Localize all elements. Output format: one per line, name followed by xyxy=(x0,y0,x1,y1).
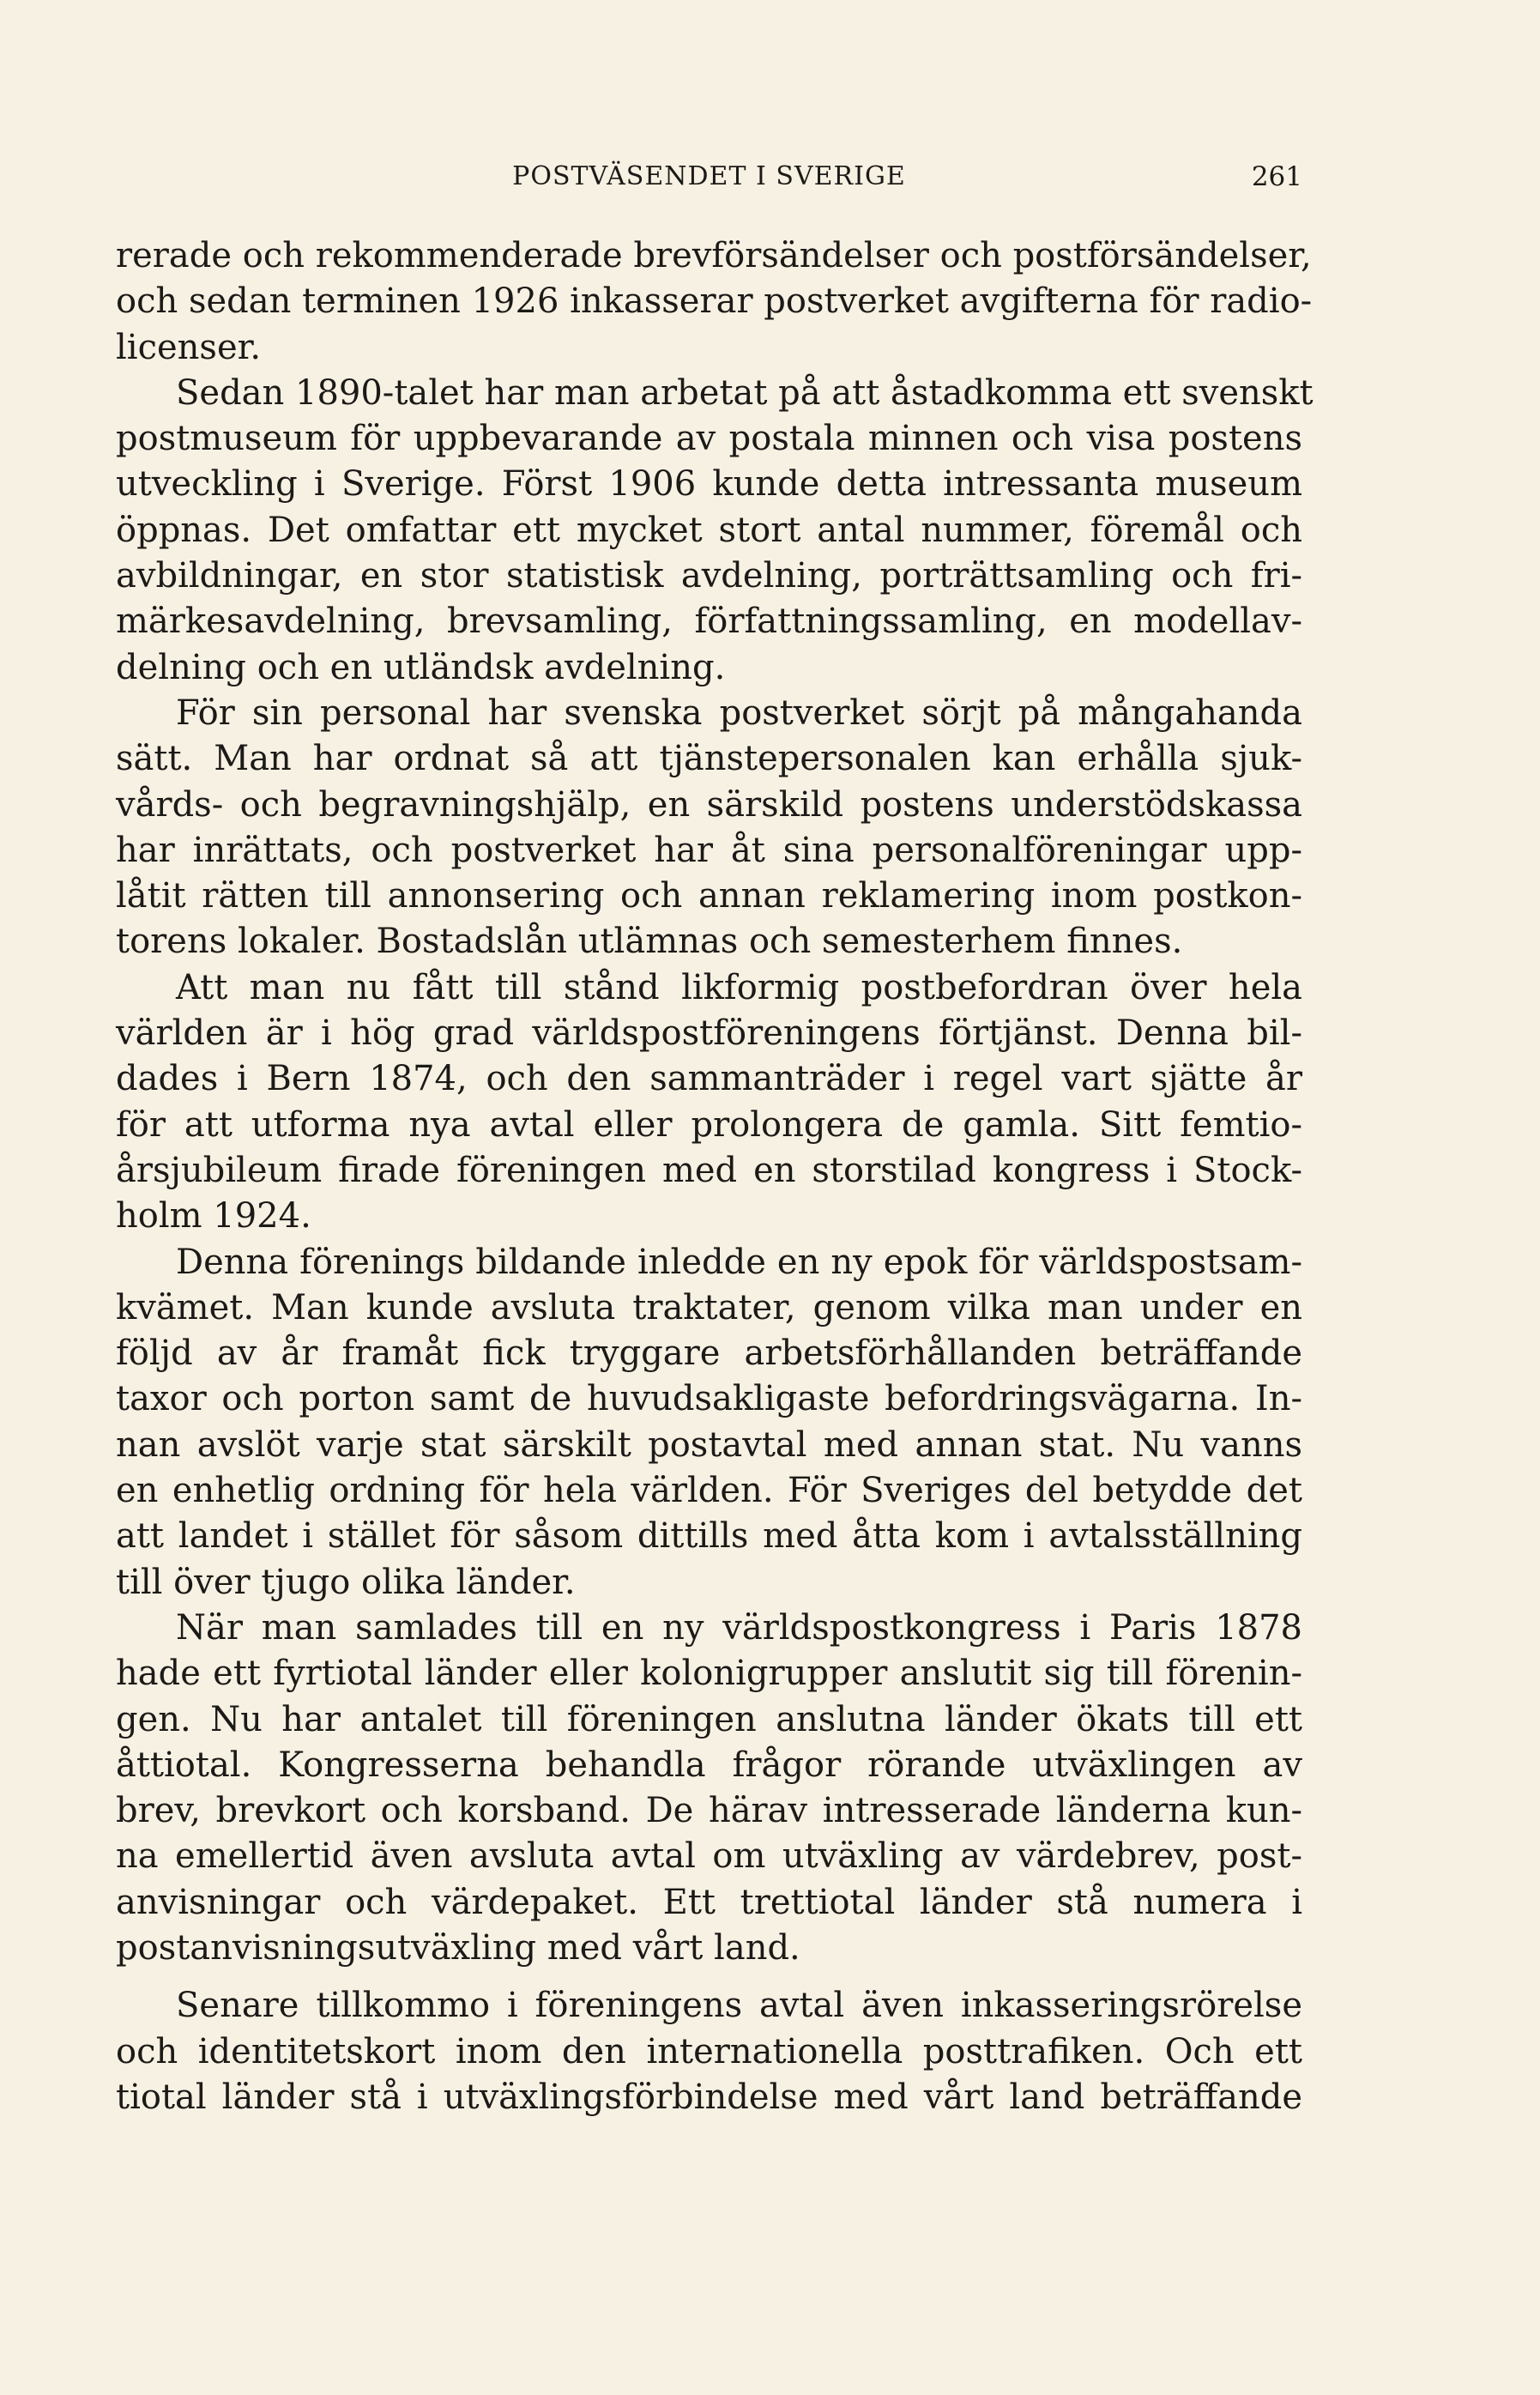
text-line: delning och en utländsk avdelning. xyxy=(116,647,726,687)
running-title: POSTVÄSENDET I SVERIGE xyxy=(512,161,906,191)
text-line: en enhetlig ordning för hela världen. För Sveriges del betydde det xyxy=(116,1471,1302,1511)
text-line: och sedan terminen 1926 inkasserar postverket avgifterna för radio- xyxy=(116,281,1313,322)
text-line: anvisningar och värdepaket. Ett trettiotal länder stå numera i xyxy=(116,1882,1302,1922)
text-line: Denna förenings bildande inledde en ny epok för världspostsam- xyxy=(176,1242,1302,1282)
text-line: avbildningar, en stor statistisk avdelning, porträttsamling och fri- xyxy=(116,556,1302,596)
text-line: sätt. Man har ordnat så att tjänstepersonalen kan erhålla sjuk- xyxy=(116,739,1302,779)
text-line: brev, brevkort och korsband. De härav intresserade länderna kun- xyxy=(116,1791,1302,1831)
text-line: världen är i hög grad världspostföreningens förtjänst. Denna bil- xyxy=(116,1013,1302,1054)
text-line: åttiotal. Kongresserna behandla frågor rörande utväxlingen av xyxy=(116,1745,1302,1785)
text-line: När man samlades till en ny världspostkongress i Paris 1878 xyxy=(176,1607,1302,1648)
text-line: märkesavdelning, brevsamling, författningssamling, en modellav- xyxy=(116,602,1302,642)
text-line: hade ett fyrtiotal länder eller kolonigrupper anslutit sig till förenin- xyxy=(116,1654,1302,1694)
text-line: för att utforma nya avtal eller prolongera de gamla. Sitt femtio- xyxy=(116,1104,1302,1145)
paragraph-gap xyxy=(116,1971,1302,1983)
text-line: vårds- och begravningshjälp, en särskild postens understödskassa xyxy=(116,784,1302,825)
body-text xyxy=(116,233,1314,2120)
text-line: följd av år framåt fick tryggare arbetsförhållanden beträffande xyxy=(116,1334,1302,1374)
text-line: tiotal länder stå i utväxlingsförbindelse med vårt land beträffande xyxy=(116,2077,1302,2117)
text-line: årsjubileum firade föreningen med en storstilad kongress i Stock- xyxy=(116,1150,1302,1190)
page-number: 261 xyxy=(1251,161,1302,192)
text-line: dades i Bern 1874, och den sammanträder i regel vart sjätte år xyxy=(116,1059,1302,1099)
text-line: postanvisningsutväxling med vårt land. xyxy=(116,1927,800,1968)
text-line: Att man nu fått till stånd likformig postbefordran över hela xyxy=(176,967,1302,1007)
text-line: har inrättats, och postverket har åt sina personalföreningar upp- xyxy=(116,830,1302,870)
text-line: holm 1924. xyxy=(116,1196,311,1237)
text-line: gen. Nu har antalet till föreningen anslutna länder ökats till ett xyxy=(116,1699,1302,1739)
text-line: till över tjugo olika länder. xyxy=(116,1562,576,1602)
text-line: taxor och porton samt de huvudsakligaste befordringsvägarna. In- xyxy=(116,1379,1302,1419)
text-line: öppnas. Det omfattar ett mycket stort antal nummer, föremål och xyxy=(116,510,1302,550)
text-line: att landet i stället för såsom dittills med åtta kom i avtalsställning xyxy=(116,1516,1302,1557)
text-line: na emellertid även avsluta avtal om utväxling av värdebrev, post- xyxy=(116,1836,1302,1877)
text-line: För sin personal har svenska postverket sörjt på mångahanda xyxy=(176,692,1302,733)
running-head xyxy=(116,161,1302,204)
text-line: och identitetskort inom den internationella posttrafiken. Och ett xyxy=(116,2031,1302,2071)
text-line: licenser. xyxy=(116,327,262,367)
text-line: postmuseum för uppbevarande av postala minnen och visa postens xyxy=(116,419,1302,459)
text-line: låtit rätten till annonsering och annan reklamering inom postkon- xyxy=(116,876,1302,916)
text-line: nan avslöt varje stat särskilt postavtal med annan stat. Nu vanns xyxy=(116,1424,1302,1465)
text-line: kvämet. Man kunde avsluta traktater, genom vilka man under en xyxy=(116,1287,1302,1328)
text-line: Senare tillkommo i föreningens avtal även inkasseringsrörelse xyxy=(176,1986,1302,2026)
text-line: torens lokaler. Bostadslån utlämnas och semesterhem finnes. xyxy=(116,922,1183,962)
text-line: utveckling i Sverige. Först 1906 kunde detta intressanta museum xyxy=(116,464,1302,505)
text-line: Sedan 1890-talet har man arbetat på att åstadkomma ett svenskt xyxy=(176,372,1314,413)
text-line: rerade och rekommenderade brevförsändelser och postförsändelser, xyxy=(116,236,1312,275)
